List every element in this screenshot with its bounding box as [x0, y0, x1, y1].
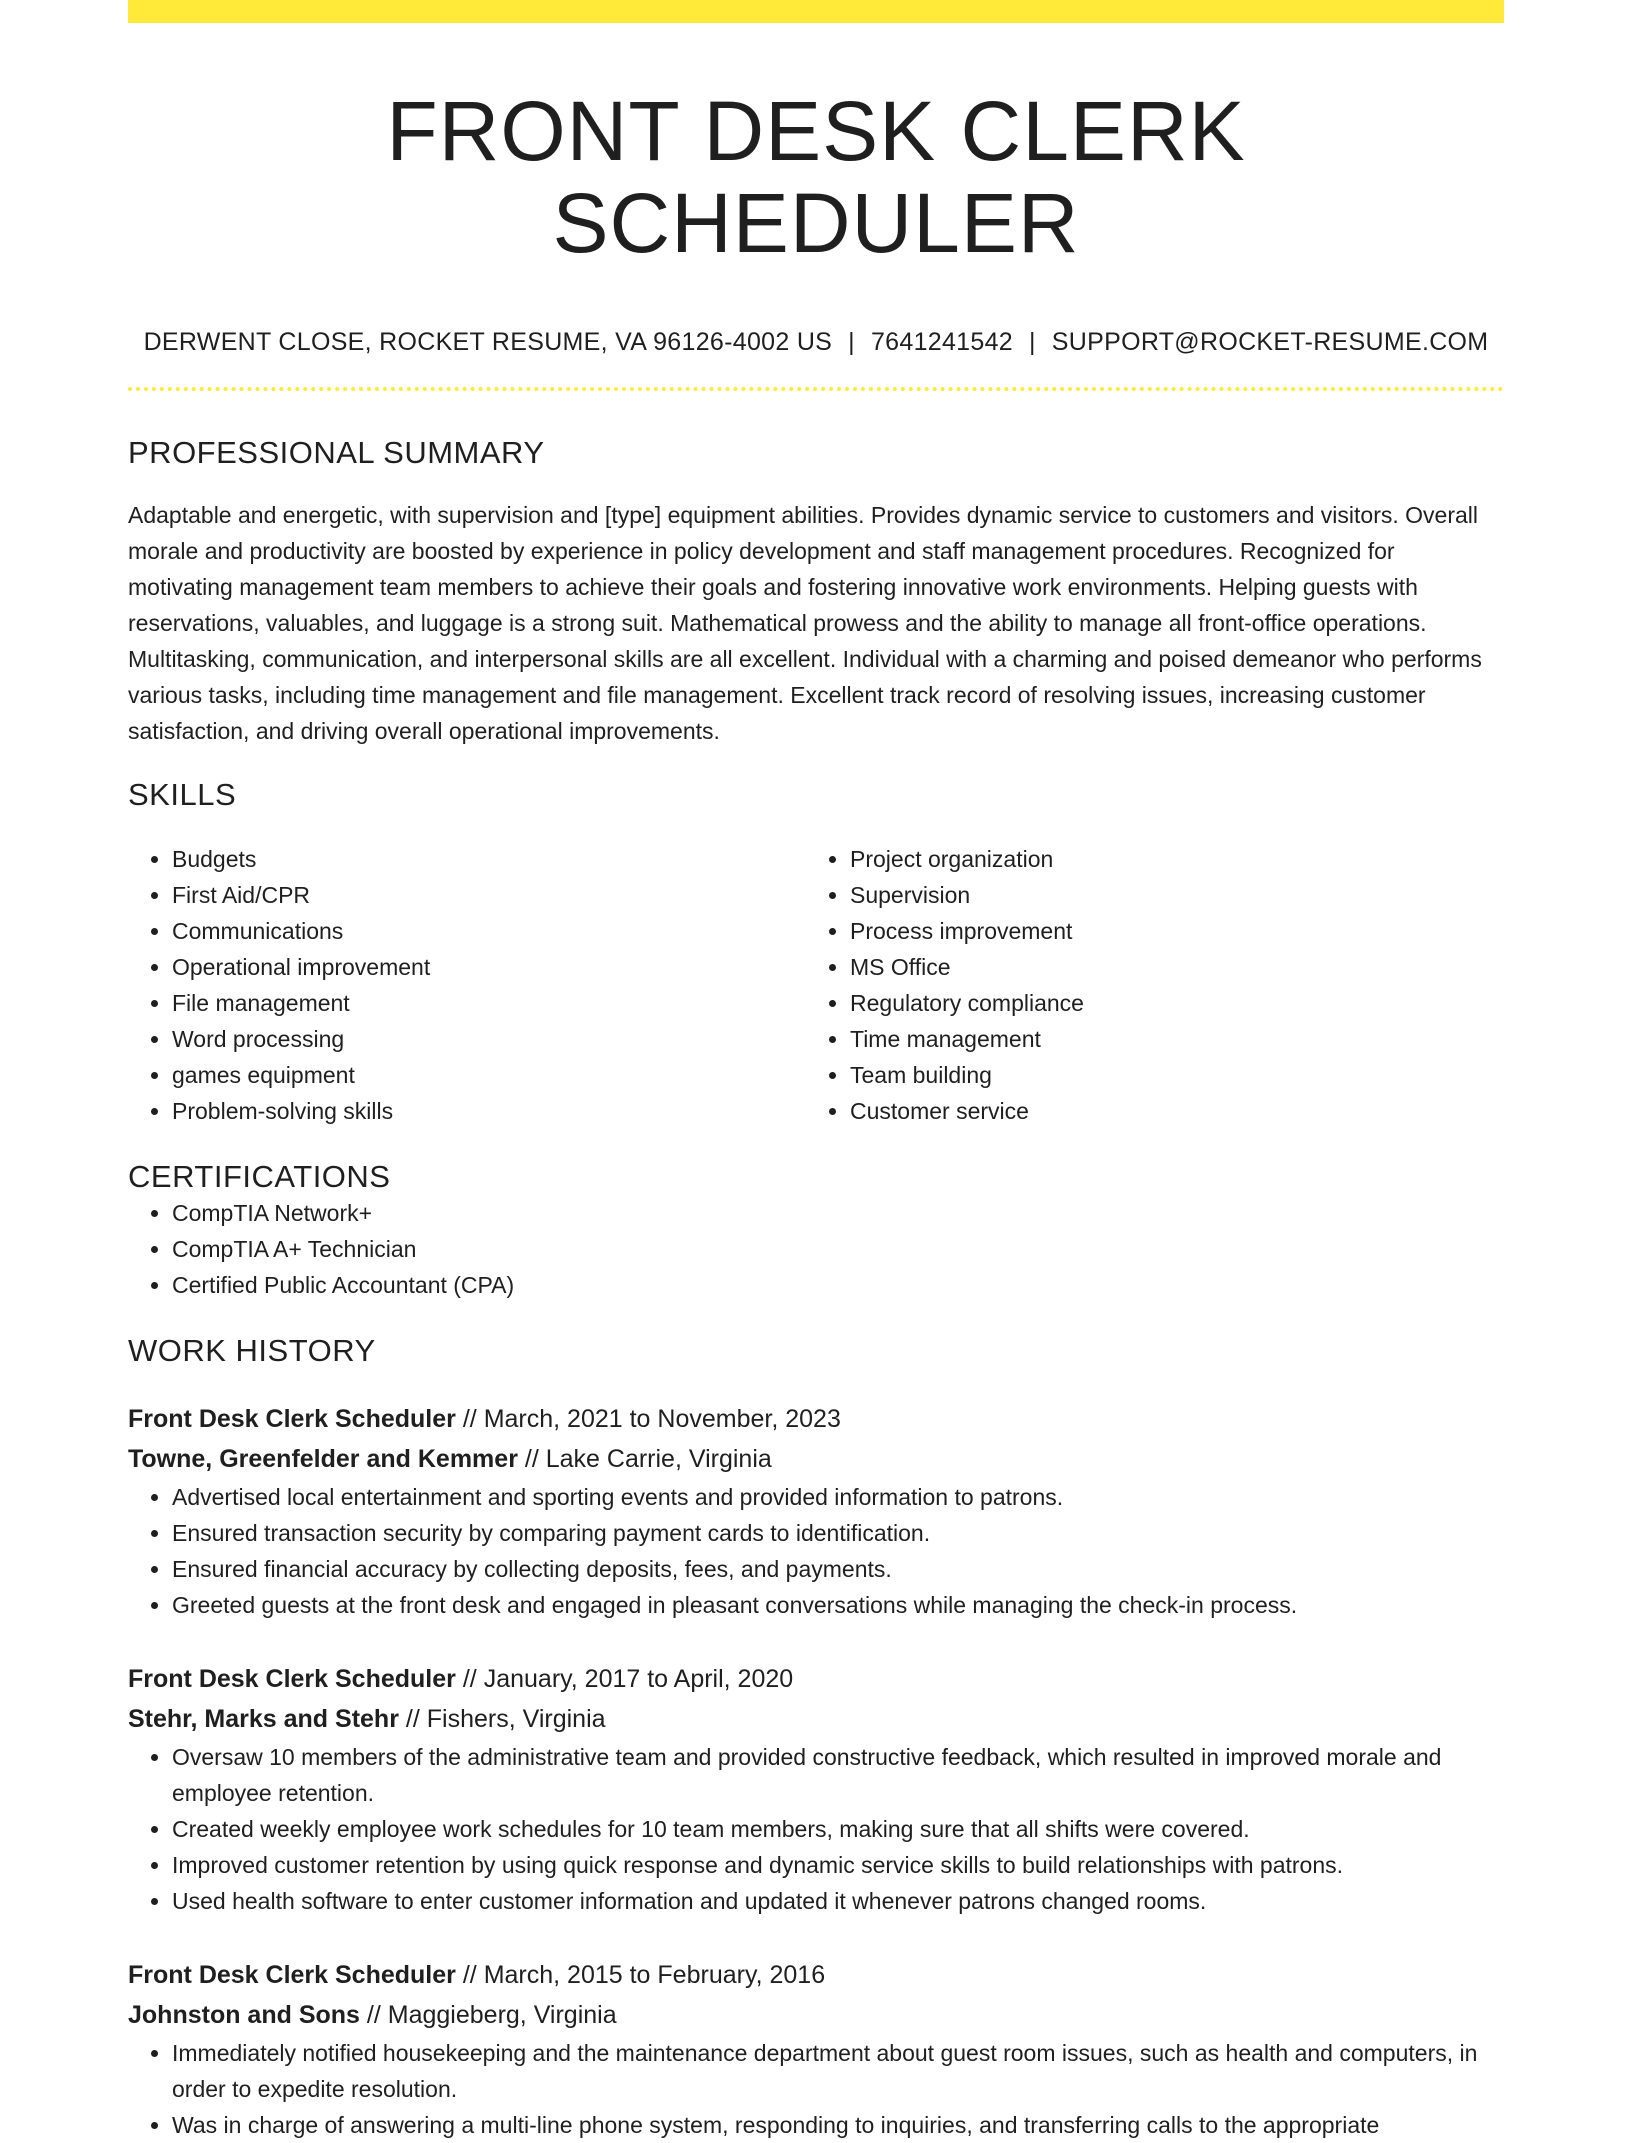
certification-item: • CompTIA Network+	[172, 1195, 1504, 1231]
job-company: Johnston and Sons	[128, 2000, 360, 2029]
skill-item: • Supervision	[850, 877, 1484, 913]
job-location: Maggieberg, Virginia	[387, 2000, 617, 2029]
skill-item: • Regulatory compliance	[850, 985, 1484, 1021]
job-location: Lake Carrie, Virginia	[545, 1444, 772, 1473]
skill-item: • First Aid/CPR	[172, 877, 806, 913]
skill-item: • Word processing	[172, 1021, 806, 1057]
certification-item: • Certified Public Accountant (CPA)	[172, 1267, 1504, 1303]
job-duties-list	[128, 1739, 1504, 1919]
job-role-line	[128, 1659, 1504, 1699]
resume-page	[128, 0, 1504, 2143]
job-company: Towne, Greenfelder and Kemmer	[128, 1444, 518, 1473]
job-company: Stehr, Marks and Stehr	[128, 1704, 399, 1733]
skills-list-left	[128, 841, 806, 1129]
skills-list-right	[806, 841, 1484, 1129]
skill-item: • Budgets	[172, 841, 806, 877]
certifications-list	[128, 1195, 1504, 1303]
skill-item: • Process improvement	[850, 913, 1484, 949]
job-duty: • Was in charge of answering a multi-line phone system, responding to inquiries, and transferring calls to the appropriate	[172, 2107, 1504, 2143]
job-separator: //	[462, 1960, 477, 1989]
job-duty: • Advertised local entertainment and sporting events and provided information to patrons.	[172, 1479, 1504, 1515]
job-separator: //	[405, 1704, 420, 1733]
job-entry	[128, 1399, 1504, 1623]
skills-grid	[128, 841, 1504, 1129]
job-entry	[128, 1955, 1504, 2143]
skills-column-right	[806, 841, 1484, 1129]
skill-item: • Project organization	[850, 841, 1484, 877]
skill-item: • Customer service	[850, 1093, 1484, 1129]
candidate-name: FRONT DESK CLERK SCHEDULER	[386, 84, 1246, 271]
job-dates: January, 2017 to April, 2020	[483, 1664, 794, 1693]
summary-heading: PROFESSIONAL SUMMARY	[128, 434, 545, 470]
job-dates: March, 2015 to February, 2016	[483, 1960, 826, 1989]
job-duty: • Created weekly employee work schedules for 10 team members, making sure that all shifts were covered.	[172, 1811, 1504, 1847]
dotted-divider	[128, 387, 1504, 391]
skill-item: • File management	[172, 985, 806, 1021]
contact-address: DERWENT CLOSE, ROCKET RESUME, VA 96126-4002 US	[143, 327, 833, 356]
skills-heading: SKILLS	[128, 776, 237, 812]
contact-separator: |	[1029, 327, 1036, 356]
job-duties-list	[128, 1479, 1504, 1623]
job-duty: • Greeted guests at the front desk and engaged in pleasant conversations while managing the check-in process.	[172, 1587, 1504, 1623]
job-duty: • Used health software to enter customer information and updated it whenever patrons changed rooms.	[172, 1883, 1504, 1919]
job-dates: March, 2021 to November, 2023	[483, 1404, 841, 1433]
job-role-line	[128, 1955, 1504, 1995]
skill-item: • games equipment	[172, 1057, 806, 1093]
job-entry	[128, 1659, 1504, 1919]
job-duty: • Oversaw 10 members of the administrative team and provided constructive feedback, which resulted in improved morale and employee retention.	[172, 1739, 1504, 1811]
skill-item: • MS Office	[850, 949, 1484, 985]
job-role: Front Desk Clerk Scheduler	[128, 1404, 456, 1433]
job-role: Front Desk Clerk Scheduler	[128, 1960, 456, 1989]
top-accent-bar	[128, 0, 1504, 23]
job-role-line	[128, 1399, 1504, 1439]
job-company-line	[128, 1439, 1504, 1479]
contact-phone: 7641241542	[870, 327, 1013, 356]
contact-line	[128, 328, 1504, 357]
skill-item: • Time management	[850, 1021, 1484, 1057]
work-history-heading: WORK HISTORY	[128, 1332, 376, 1368]
certifications-heading: CERTIFICATIONS	[128, 1158, 391, 1194]
skill-item: • Operational improvement	[172, 949, 806, 985]
contact-email: SUPPORT@ROCKET-RESUME.COM	[1051, 327, 1489, 356]
skill-item: • Communications	[172, 913, 806, 949]
job-separator: //	[462, 1404, 477, 1433]
job-company-line	[128, 1699, 1504, 1739]
summary-text: Adaptable and energetic, with supervision and [type] equipment abilities. Provides dynamic service to customers and visitors. Overall morale and productivity are boosted by experience in policy development and staff management procedures. Recognized for motivating management team members to achieve their goals and fostering innovative work environments. Helping guests with reservations, valuables, and luggage is a strong suit. Mathematical prowess and the ability to manage all front-office operations. Multitasking, communication, and interpersonal skills are all excellent. Individual with a charming and poised demeanor who performs various tasks, including time management and file management. Excellent track record of resolving issues, increasing customer satisfaction, and driving overall operational improvements.	[128, 501, 1482, 744]
skill-item: • Team building	[850, 1057, 1484, 1093]
job-company-line	[128, 1995, 1504, 2035]
job-role: Front Desk Clerk Scheduler	[128, 1664, 456, 1693]
skill-item: • Problem-solving skills	[172, 1093, 806, 1129]
contact-separator: |	[848, 327, 855, 356]
job-duty: • Ensured financial accuracy by collecting deposits, fees, and payments.	[172, 1551, 1504, 1587]
job-separator: //	[524, 1444, 539, 1473]
skills-column-left	[128, 841, 806, 1129]
job-duty: • Immediately notified housekeeping and the maintenance department about guest room issues, such as health and computers, in order to expedite resolution.	[172, 2035, 1504, 2107]
job-location: Fishers, Virginia	[426, 1704, 606, 1733]
job-duties-list	[128, 2035, 1504, 2143]
job-duty: • Ensured transaction security by comparing payment cards to identification.	[172, 1515, 1504, 1551]
job-separator: //	[366, 2000, 381, 2029]
job-separator: //	[462, 1664, 477, 1693]
certification-item: • CompTIA A+ Technician	[172, 1231, 1504, 1267]
job-duty: • Improved customer retention by using quick response and dynamic service skills to build relationships with patrons.	[172, 1847, 1504, 1883]
